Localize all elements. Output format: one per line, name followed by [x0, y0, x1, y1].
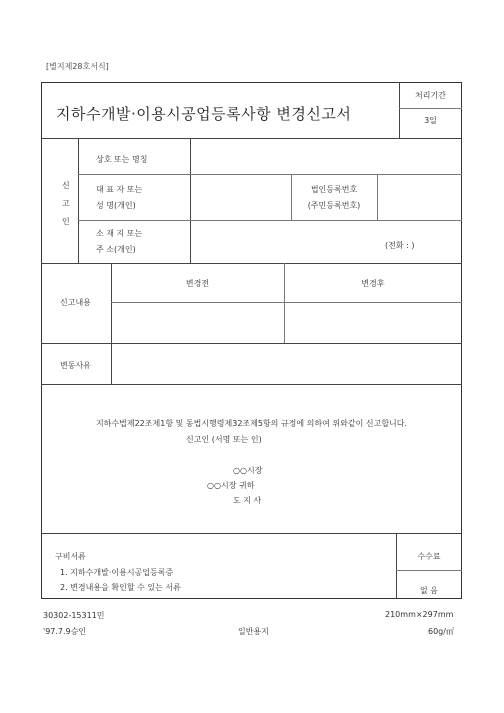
before-label: 변경전 [185, 279, 210, 288]
rep-label-1: 대 표 자 또는 [96, 185, 143, 194]
fee-split [396, 570, 462, 571]
report-label: 신고내용 [60, 298, 91, 307]
applicant-label-3: 인 [62, 217, 70, 226]
row-divider-2 [78, 220, 462, 221]
footer-size: 210mm×297mm [385, 610, 454, 619]
form-title: 지하수개발·이용시공업등록사항 변경신고서 [56, 105, 352, 123]
applicant-bottom [41, 263, 462, 264]
before-after-divider [284, 263, 285, 343]
name-label: 상호 또는 명칭 [96, 155, 148, 164]
corp-no-label-1: 법인등록번호 [310, 185, 358, 194]
applicant-label-divider [78, 138, 79, 263]
reason-label: 변동사유 [60, 361, 91, 370]
footer-approval: '97.7.9승인 [43, 627, 87, 636]
fee-value: 없 음 [420, 586, 438, 595]
applicant-label-2: 고 [62, 199, 70, 208]
footer-weight: 60g/㎡ [428, 627, 454, 636]
documents-label: 구비서류 [55, 552, 86, 561]
rep-label-2: 성 명(개인) [96, 201, 136, 210]
applicant-field-divider [190, 138, 191, 263]
corp-no-label-2: (주민등록번호) [307, 201, 361, 210]
processing-value: 3일 [424, 116, 437, 125]
after-label: 변경후 [361, 279, 385, 288]
addressee-1: ○○시장 [233, 466, 263, 475]
title-divider [41, 138, 462, 139]
report-bottom [41, 343, 462, 344]
addr-label-2: 주 소(개인) [96, 245, 136, 254]
addressee-3: 도 지 사 [233, 496, 262, 505]
phone-label: (전화 : ) [385, 241, 415, 250]
processing-split [399, 108, 462, 109]
row-divider-1 [78, 174, 462, 175]
addr-label-1: 소 재 지 또는 [96, 229, 143, 238]
document-item-2: 2. 변경내용을 확인할 수 있는 서류 [60, 583, 181, 592]
corp-label-right [377, 174, 378, 220]
footer-paper: 일반용지 [238, 627, 269, 636]
declaration-text: 지하수법제22조제1항 및 동법시행령제32조제5항의 규정에 의하여 위와같이 신고합니다. [95, 419, 408, 428]
document-item-1: 1. 지하수개발·이용시공업등록증 [60, 568, 174, 577]
report-header-divider [111, 302, 462, 303]
processing-label: 처리기간 [415, 91, 446, 100]
fee-label: 수수료 [417, 552, 441, 561]
corp-label-left [291, 174, 292, 220]
form-number: [별지제28호서식] [46, 62, 109, 71]
signer-line: 신고인 (서명 또는 인) [186, 435, 262, 444]
footer-code: 30302-15311민 [43, 611, 105, 620]
declaration-bottom [41, 533, 462, 534]
applicant-label-1: 신 [62, 181, 70, 190]
addressee-2: ○○시장 귀하 [207, 481, 255, 490]
reason-bottom [41, 384, 462, 385]
